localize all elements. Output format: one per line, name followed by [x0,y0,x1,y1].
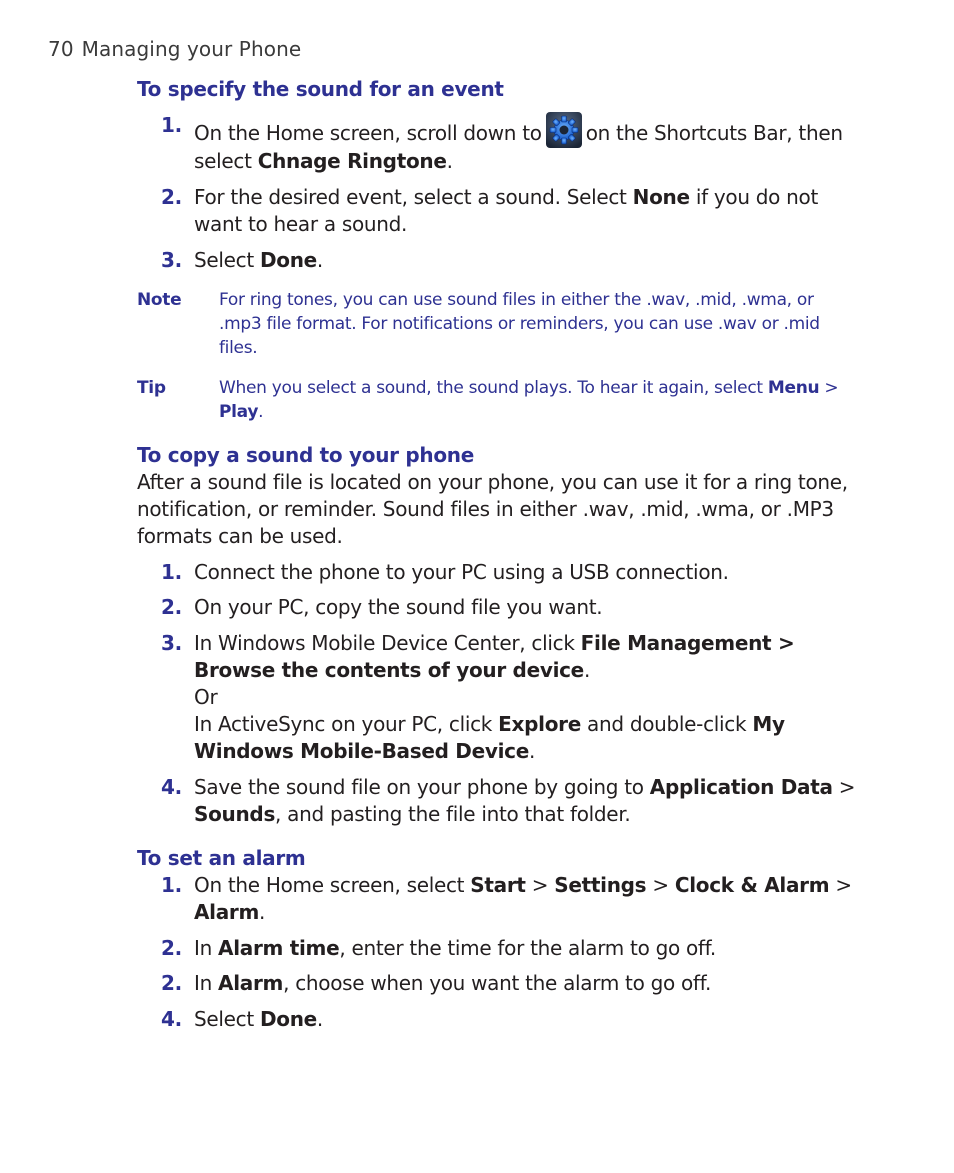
note-callout [137,288,857,360]
list-item: 4. Save the sound file on your phone by going to Application Data > Sounds, and pasting the file into that folder. [161,775,856,826]
note-label: Note [137,290,182,310]
step-number: 4. [161,775,182,799]
page-content [137,76,857,1033]
section-heading-copy-sound: To copy a sound to your phone [137,443,474,467]
list-item: 2. In Alarm time, enter the time for the alarm to go off. [161,936,716,960]
section-heading-event-sound: To specify the sound for an event [137,77,504,101]
step-number: 3. [161,631,182,655]
list-item: 2. In Alarm, choose when you want the alarm to go off. [161,971,712,995]
step-number: 2. [161,595,182,619]
step-number: 1. [161,560,182,584]
list-item: 4. Select Done. [161,1007,323,1031]
step-number: 2. [161,971,182,995]
tip-label: Tip [137,378,166,398]
step-number: 2. [161,185,182,209]
step-number: 2. [161,936,182,960]
set-alarm-steps [137,872,857,1033]
tip-callout: Tip When you select a sound, the sound plays. To hear it again, select Menu > Play. [137,378,839,422]
note-text: For ring tones, you can use sound files in either the .wav, .mid, .wma, or .mp3 file format. For notifications or reminders, you can use .wav or .mid files. [219,290,820,358]
page-number: 70 [48,37,74,61]
step-number: 4. [161,1007,182,1031]
list-item: 3. Select Done. [161,248,323,272]
list-item: 2. For the desired event, select a sound. Select None if you do not want to hear a sound. [161,185,819,236]
list-item: 2. On your PC, copy the sound file you want. [161,595,603,619]
chapter-title: Managing your Phone [81,37,302,61]
copy-sound-steps [137,559,857,828]
list-item: 1. On the Home screen, scroll down to on the Shortcuts Bar, then select Chnage Ringtone. [161,113,843,173]
page-header [48,37,301,61]
event-sound-steps [137,112,857,274]
step-number: 1. [161,113,182,137]
step-number: 1. [161,873,182,897]
copy-sound-intro: After a sound file is located on your phone, you can use it for a ring tone, notification, or reminder. Sound files in either .wav, .mid, .wma, or .MP3 formats can be used. [137,470,848,548]
gear-settings-icon [546,112,582,148]
list-item: 1. On the Home screen, select Start > Settings > Clock & Alarm > Alarm. [161,873,852,924]
step-number: 3. [161,248,182,272]
list-item: 3. In Windows Mobile Device Center, click File Management > Browse the contents of your device. Or In ActiveSync on your PC, click Explore and double-click My Windows Mobile-Based Device. [161,631,795,763]
section-heading-set-alarm: To set an alarm [137,846,306,870]
list-item: 1. Connect the phone to your PC using a USB connection. [161,560,729,584]
